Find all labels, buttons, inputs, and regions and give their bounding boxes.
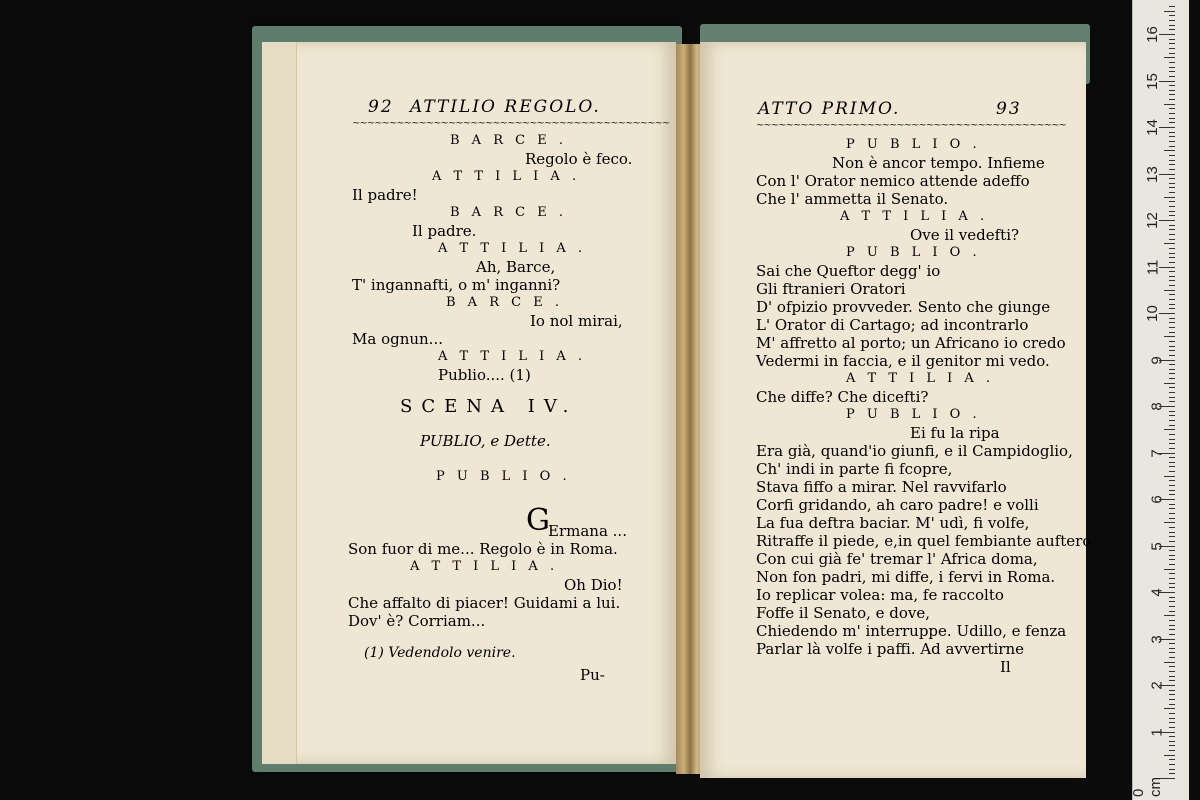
ruler-tick: [1169, 25, 1175, 26]
ruler-tick: [1169, 401, 1175, 402]
ruler-tick: [1159, 127, 1175, 128]
ruler-tick: [1169, 62, 1175, 63]
ruler-tick: [1169, 280, 1175, 281]
catchword: Il: [1000, 658, 1011, 676]
verse-line: Era già, quand'io giunfi, e il Campidoglio,: [756, 442, 1073, 460]
ruler-cm-label: 7: [1148, 448, 1166, 458]
ruler-cm-label: 15: [1144, 72, 1162, 90]
ruler-tick: [1164, 57, 1175, 58]
ruler-tick: [1169, 578, 1175, 579]
verse-line: T' ingannafti, o m' inganni?: [352, 276, 561, 294]
ruler-tick: [1169, 480, 1175, 481]
ruler-tick: [1169, 192, 1175, 193]
ruler-tick: [1169, 527, 1175, 528]
ruler-tick: [1169, 262, 1175, 263]
ruler-cm-label: 13: [1144, 165, 1162, 183]
ruler-cm-label: 6: [1148, 495, 1166, 504]
verse-line: Parlar là volfe i paffi. Ad avvertirne: [756, 640, 1024, 658]
verse-line: Publio.... (1): [438, 366, 531, 384]
ruler-tick: [1169, 513, 1175, 514]
drop-cap: G: [526, 503, 550, 538]
ruler-tick: [1169, 136, 1175, 137]
ruler-tick: [1169, 597, 1175, 598]
ruler-tick: [1169, 160, 1175, 161]
ruler-tick: [1169, 736, 1175, 737]
ruler-cm-label: 1: [1148, 727, 1166, 737]
ruler-tick: [1169, 764, 1175, 765]
ruler-tick: [1169, 364, 1175, 365]
ruler-tick: [1169, 53, 1175, 54]
ruler-tick: [1169, 239, 1175, 240]
verse-line: Che l' ammetta il Senato.: [756, 190, 949, 208]
ruler-tick: [1169, 99, 1175, 100]
ruler-tick: [1169, 215, 1175, 216]
ruler-tick: [1169, 508, 1175, 509]
ruler-cm-label: 12: [1144, 212, 1162, 229]
ruler-cm-label: 11: [1144, 259, 1162, 275]
ruler-tick: [1169, 155, 1175, 156]
ruler-tick: [1169, 634, 1175, 635]
ruler-tick: [1169, 699, 1175, 700]
ruler-cm-label: 16: [1144, 26, 1162, 43]
ruler-tick: [1169, 490, 1175, 491]
ruler-tick: [1169, 462, 1175, 463]
ruler-tick: [1169, 504, 1175, 505]
ruler-tick: [1169, 434, 1175, 435]
verse-line: Dov' è? Corriam...: [348, 612, 486, 630]
verse-line: Io replicar volea: ma, fe raccolto: [756, 586, 1004, 604]
ruler-tick: [1164, 615, 1175, 616]
ruler-tick: [1169, 559, 1175, 560]
speaker-label: B A R C E .: [450, 205, 567, 220]
speaker-label: A T T I L I A .: [840, 209, 989, 224]
ruler-tick: [1169, 397, 1175, 398]
ruler-tick: [1169, 448, 1175, 449]
speaker-label: P U B L I O .: [846, 245, 981, 260]
ruler-tick: [1169, 94, 1175, 95]
ruler-tick: [1169, 392, 1175, 393]
ruler-tick: [1169, 601, 1175, 602]
ruler-tick: [1169, 29, 1175, 30]
verse-line: Ove il vedefti?: [910, 226, 1020, 244]
ruler-tick: [1169, 332, 1175, 333]
ruler-tick: [1169, 6, 1175, 7]
ruler-tick: [1169, 671, 1175, 672]
ruler-cm-label: 2: [1148, 681, 1166, 690]
ruler-tick: [1169, 420, 1175, 421]
verse-line: Che diffe? Che dicefti?: [756, 388, 929, 406]
ruler-tick: [1169, 346, 1175, 347]
ruler-tick: [1169, 722, 1175, 723]
ruler-tick: [1169, 625, 1175, 626]
ruler-tick: [1164, 197, 1175, 198]
speaker-label: P U B L I O .: [846, 137, 981, 152]
ruler-tick: [1169, 727, 1175, 728]
verse-line: Ermana ...: [548, 522, 627, 540]
speaker-label: A T T I L I A .: [438, 349, 587, 364]
ruler-tick: [1169, 257, 1175, 258]
verse-line: Non è ancor tempo. Infieme: [832, 154, 1045, 172]
ruler-tick: [1159, 81, 1175, 82]
ruler-tick: [1169, 387, 1175, 388]
verse-line: L' Orator di Cartago; ad incontrarlo: [756, 316, 1029, 334]
ruler-tick: [1164, 383, 1175, 384]
ruler-cm-label: 10: [1144, 305, 1162, 322]
ruler-tick: [1169, 327, 1175, 328]
ruler-tick: [1169, 494, 1175, 495]
verse-line: D' ofpizio provveder. Sento che giunge: [756, 298, 1051, 316]
right-page-number: 93: [996, 99, 1022, 119]
ruler-tick: [1169, 48, 1175, 49]
ruler-tick: [1169, 122, 1175, 123]
ruler-tick: [1169, 541, 1175, 542]
ruler-tick: [1164, 569, 1175, 570]
left-ornament-rule: ~~~~~~~~~~~~~~~~~~~~~~~~~~~~~~~~~~~~~~~~~~~: [352, 118, 670, 129]
ruler-tick: [1169, 187, 1175, 188]
ruler-cm-label: 14: [1144, 119, 1162, 136]
left-running-title: ATTILIO REGOLO.: [410, 97, 601, 117]
ruler-tick: [1169, 322, 1175, 323]
ruler-tick: [1169, 318, 1175, 319]
ruler-tick: [1169, 183, 1175, 184]
ruler-tick: [1169, 299, 1175, 300]
ruler-tick: [1159, 313, 1175, 314]
verse-line: Con l' Orator nemico attende adeffo: [756, 172, 1030, 190]
ruler-tick: [1169, 750, 1175, 751]
ruler-tick: [1169, 411, 1175, 412]
verse-line: Regolo è feco.: [525, 150, 633, 168]
verse-line: Chiedendo m' interruppe. Udillo, e fenza: [756, 622, 1067, 640]
verse-line: Vedermi in faccia, e il genitor mi vedo.: [756, 352, 1050, 370]
ruler-tick: [1169, 573, 1175, 574]
ruler-tick: [1159, 34, 1175, 35]
verse-line: Ritraffe il piede, e,in quel fembiante auftero: [756, 532, 1092, 550]
ruler-cm-label: 8: [1148, 402, 1166, 411]
verse-line: Ch' indi in parte fi fcopre,: [756, 460, 953, 478]
speaker-label: P U B L I O .: [846, 407, 981, 422]
ruler-tick: [1169, 113, 1175, 114]
ruler-tick: [1169, 690, 1175, 691]
ruler-tick: [1164, 522, 1175, 523]
verse-line: Non fon padri, mi diffe, i fervi in Roma.: [756, 568, 1056, 586]
ruler-tick: [1169, 132, 1175, 133]
speaker-label: A T T I L I A .: [846, 371, 995, 386]
ruler-tick: [1169, 67, 1175, 68]
ruler-tick: [1169, 229, 1175, 230]
left-page-edges: [262, 42, 297, 764]
verse-line: Il padre.: [412, 222, 477, 240]
ruler-tick: [1169, 652, 1175, 653]
ruler-tick: [1159, 220, 1175, 221]
ruler-tick: [1169, 350, 1175, 351]
verse-line: Ei fu la ripa: [910, 424, 1000, 442]
ruler-tick: [1169, 587, 1175, 588]
ruler-zero-label: 0 cm: [1130, 777, 1164, 797]
ruler-tick: [1169, 178, 1175, 179]
ruler-tick: [1169, 769, 1175, 770]
verse-line: Il padre!: [352, 186, 418, 204]
measurement-ruler: [1132, 0, 1189, 800]
ruler-tick: [1169, 248, 1175, 249]
ruler-tick: [1169, 620, 1175, 621]
scene-heading: SCENA IV.: [400, 396, 578, 417]
ruler-tick: [1169, 211, 1175, 212]
speaker-label: A T T I L I A .: [410, 559, 559, 574]
ruler-tick: [1169, 234, 1175, 235]
verse-line: Con cui già fe' tremar l' Africa doma,: [756, 550, 1038, 568]
ruler-tick: [1164, 243, 1175, 244]
ruler-tick: [1169, 457, 1175, 458]
ruler-tick: [1169, 773, 1175, 774]
scene-persons: PUBLIO, e Dette.: [420, 432, 551, 450]
ruler-tick: [1169, 471, 1175, 472]
ruler-tick: [1169, 271, 1175, 272]
verse-line: Sai che Queftor degg' io: [756, 262, 941, 280]
ruler-tick: [1169, 518, 1175, 519]
ruler-tick: [1169, 550, 1175, 551]
right-ornament-rule: ~~~~~~~~~~~~~~~~~~~~~~~~~~~~~~~~~~~~~~~~~~: [756, 120, 1066, 131]
ruler-tick: [1169, 373, 1175, 374]
verse-line: La fua deftra baciar. M' udì, fi volfe,: [756, 514, 1030, 532]
ruler-tick: [1164, 755, 1175, 756]
speaker-label: B A R C E .: [446, 295, 563, 310]
verse-line: Corfi gridando, ah caro padre! e volli: [756, 496, 1039, 514]
ruler-tick: [1164, 290, 1175, 291]
ruler-tick: [1169, 118, 1175, 119]
ruler-tick: [1169, 308, 1175, 309]
ruler-tick: [1169, 146, 1175, 147]
ruler-tick: [1169, 85, 1175, 86]
ruler-tick: [1169, 169, 1175, 170]
ruler-tick: [1169, 643, 1175, 644]
ruler-tick: [1169, 341, 1175, 342]
verse-line: Son fuor di me... Regolo è in Roma.: [348, 540, 618, 558]
ruler-tick: [1164, 476, 1175, 477]
ruler-tick: [1169, 532, 1175, 533]
ruler-tick: [1169, 425, 1175, 426]
verse-line: M' affretto al porto; un Africano io credo: [756, 334, 1066, 352]
ruler-tick: [1169, 443, 1175, 444]
ruler-tick: [1169, 741, 1175, 742]
ruler-tick: [1169, 355, 1175, 356]
right-running-title: ATTO PRIMO.: [758, 99, 901, 119]
verse-line: Ah, Barce,: [476, 258, 556, 276]
ruler-tick: [1169, 39, 1175, 40]
ruler-tick: [1169, 108, 1175, 109]
ruler-tick: [1169, 369, 1175, 370]
ruler-tick: [1169, 15, 1175, 16]
speaker-label: P U B L I O .: [436, 469, 571, 484]
book-gutter: [676, 44, 702, 774]
ruler-tick: [1169, 555, 1175, 556]
ruler-tick: [1169, 201, 1175, 202]
ruler-tick: [1159, 267, 1175, 268]
ruler-tick: [1169, 657, 1175, 658]
ruler-tick: [1169, 71, 1175, 72]
ruler-tick: [1169, 415, 1175, 416]
ruler-tick: [1164, 150, 1175, 151]
ruler-tick: [1169, 206, 1175, 207]
ruler-tick: [1164, 662, 1175, 663]
ruler-tick: [1169, 90, 1175, 91]
ruler-tick: [1169, 294, 1175, 295]
verse-line: Che affalto di piacer! Guidami a lui.: [348, 594, 621, 612]
ruler-tick: [1169, 745, 1175, 746]
ruler-tick: [1169, 141, 1175, 142]
left-page-number: 92: [368, 97, 394, 117]
ruler-tick: [1169, 718, 1175, 719]
ruler-tick: [1164, 708, 1175, 709]
ruler-tick: [1169, 439, 1175, 440]
catchword: Pu-: [580, 666, 605, 684]
ruler-tick: [1159, 174, 1175, 175]
speaker-label: B A R C E .: [450, 133, 567, 148]
ruler-tick: [1169, 666, 1175, 667]
ruler-tick: [1169, 253, 1175, 254]
ruler-tick: [1164, 429, 1175, 430]
ruler-cm-label: 4: [1148, 588, 1166, 597]
ruler-tick: [1169, 43, 1175, 44]
ruler-tick: [1169, 629, 1175, 630]
ruler-tick: [1169, 276, 1175, 277]
ruler-tick: [1169, 378, 1175, 379]
ruler-cm-label: 9: [1148, 355, 1166, 365]
ruler-tick: [1169, 466, 1175, 467]
ruler-tick: [1169, 680, 1175, 681]
ruler-tick: [1164, 336, 1175, 337]
ruler-tick: [1169, 485, 1175, 486]
ruler-tick: [1169, 704, 1175, 705]
ruler-tick: [1169, 611, 1175, 612]
ruler-tick: [1169, 285, 1175, 286]
speaker-label: A T T I L I A .: [432, 169, 581, 184]
verse-line: Gli ftranieri Oratori: [756, 280, 906, 298]
ruler-tick: [1169, 759, 1175, 760]
verse-line: Stava fiffo a mirar. Nel ravvifarlo: [756, 478, 1007, 496]
ruler-tick: [1164, 11, 1175, 12]
verse-line: Ma ognun...: [352, 330, 443, 348]
ruler-tick: [1169, 225, 1175, 226]
ruler-tick: [1169, 606, 1175, 607]
ruler-tick: [1169, 304, 1175, 305]
footnote: (1) Vedendolo venire.: [364, 645, 516, 661]
verse-line: Io nol mirai,: [530, 312, 623, 330]
ruler-tick: [1169, 564, 1175, 565]
ruler-tick: [1169, 583, 1175, 584]
ruler-cm-label: 5: [1148, 541, 1166, 551]
ruler-tick: [1169, 536, 1175, 537]
verse-line: Oh Dio!: [564, 576, 623, 594]
ruler-tick: [1164, 104, 1175, 105]
ruler-tick: [1169, 648, 1175, 649]
verse-line: Foffe il Senato, e dove,: [756, 604, 931, 622]
ruler-cm-label: 3: [1148, 634, 1166, 644]
speaker-label: A T T I L I A .: [438, 241, 587, 256]
ruler-tick: [1169, 694, 1175, 695]
ruler-tick: [1169, 713, 1175, 714]
ruler-tick: [1169, 676, 1175, 677]
ruler-tick: [1169, 164, 1175, 165]
ruler-tick: [1169, 76, 1175, 77]
ruler-tick: [1169, 20, 1175, 21]
